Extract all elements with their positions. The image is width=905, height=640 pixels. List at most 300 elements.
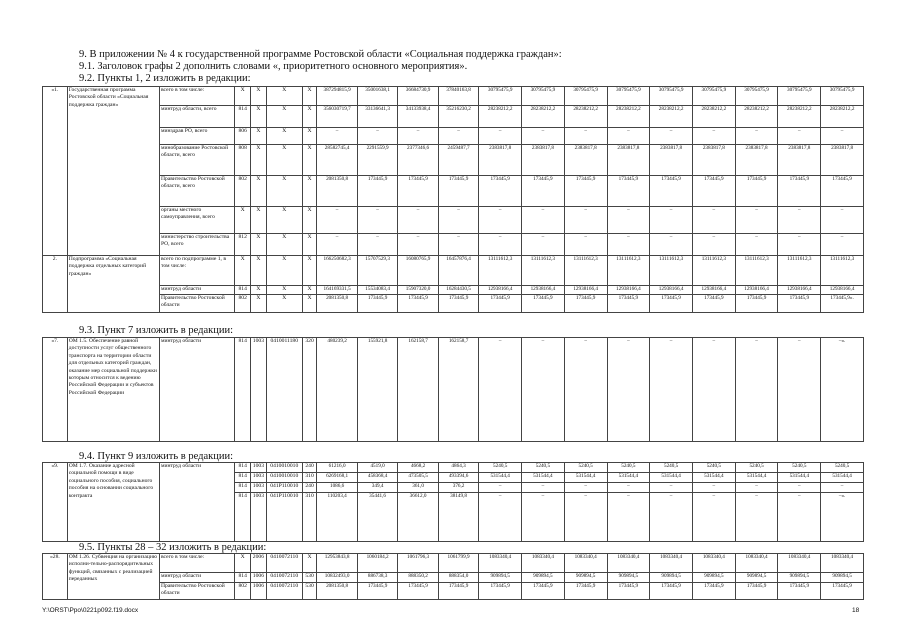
cell-code: 1003 [251, 338, 267, 442]
cell-code: X [251, 286, 267, 295]
cell-value: 173445,9 [357, 176, 397, 207]
cell-value: 2383817,8 [479, 145, 522, 176]
cell-value: 162158,7 [398, 338, 438, 442]
cell-value: – [522, 338, 565, 442]
cell-value: 2081350,8 [317, 176, 357, 207]
cell-value: 28238212,2 [778, 106, 821, 128]
cell-executor: Правительство Ростовской области [159, 295, 234, 313]
cell-code: 802 [235, 583, 251, 600]
cell-value: 30795475,9 [735, 87, 778, 106]
cell-value: 4864,3 [438, 463, 478, 473]
cell-value: 33136641,3 [357, 106, 397, 128]
cell-value: – [778, 234, 821, 256]
cell-value: 28238212,2 [692, 106, 735, 128]
cell-code: X [266, 207, 302, 234]
cell-value: 2377346,6 [398, 145, 438, 176]
cell-value: – [479, 493, 522, 542]
cell-executor: минтруд области, всего [159, 106, 234, 128]
cell-code: X [235, 256, 251, 286]
cell-value: – [522, 128, 565, 145]
cell-value: 12938166,4 [821, 286, 864, 295]
cell-value: – [317, 207, 357, 234]
cell-code: 814 [235, 463, 251, 473]
cell-value: – [692, 207, 735, 234]
cell-value: – [607, 493, 650, 542]
cell-code: 1003 [251, 463, 267, 473]
cell-value: 888354,0 [438, 573, 478, 583]
cell-value: – [735, 128, 778, 145]
cell-code: X [302, 87, 317, 106]
cell-value: 13111612,3 [650, 256, 693, 286]
cell-value: 13111612,3 [607, 256, 650, 286]
cell-value: – [564, 338, 607, 442]
cell-executor: всего в том числе: [159, 87, 234, 106]
cell-value: – [821, 483, 864, 493]
cell-value: 1083340,4 [522, 554, 565, 573]
cell-executor: министерство строительства РО, всего [159, 234, 234, 256]
cell-value: 28238212,2 [735, 106, 778, 128]
cell-value: – [778, 128, 821, 145]
cell-code: X [302, 554, 317, 573]
cell-value: 30795475,9 [564, 87, 607, 106]
cell-value: – [522, 234, 565, 256]
cell-value: 173445,9 [357, 583, 397, 600]
cell-executor: Правительство Ростовской области [159, 583, 234, 600]
cell-executor: всего по подпрограмме 1, в том числе: [159, 256, 234, 286]
cell-value: – [357, 128, 397, 145]
cell-code: X [266, 256, 302, 286]
cell-value: 173445,9 [778, 583, 821, 600]
cell-value: 1083340,4 [778, 554, 821, 573]
cell-value: – [607, 338, 650, 442]
cell-value: 28238212,2 [564, 106, 607, 128]
cell-value: – [522, 207, 565, 234]
cell-value: – [564, 234, 607, 256]
cell-value: 173445,9». [821, 295, 864, 313]
cell-value: 173445,9 [398, 583, 438, 600]
cell-value: – [650, 207, 693, 234]
cell-code: 240 [302, 463, 317, 473]
cell-code: X [251, 256, 267, 286]
cell-value: 110203,4 [317, 493, 357, 542]
cell-value: 2383817,8 [778, 145, 821, 176]
cell-value: 173445,9 [607, 176, 650, 207]
cell-value: 173445,9 [821, 176, 864, 207]
cell-value: 1060184,2 [357, 554, 397, 573]
cell-value: 28582745,4 [317, 145, 357, 176]
cell-value: 2081350,8 [317, 295, 357, 313]
cell-value: 1083340,4 [564, 554, 607, 573]
cell-value: 173445,9 [735, 295, 778, 313]
cell-value: 5240,5 [778, 463, 821, 473]
cell-value: 1083340,4 [650, 554, 693, 573]
cell-code: 814 [235, 286, 251, 295]
cell-value: – [522, 493, 565, 542]
cell-value: 909894,5 [692, 573, 735, 583]
cell-item-number: 2. [43, 256, 68, 313]
cell-value: 531544,4 [650, 473, 693, 483]
cell-value: – [650, 483, 693, 493]
cell-value: – [821, 234, 864, 256]
cell-code: 0410011180 [266, 338, 302, 442]
cell-value: 5240,5 [522, 463, 565, 473]
cell-value: – [357, 234, 397, 256]
cell-code: 1006 [251, 573, 267, 583]
cell-program-name: ОМ 1.7. Оказание адресной социальной помощи в виде социального пособия, социального пособия на основании социального контракта [67, 463, 159, 542]
cell-value: – [357, 207, 397, 234]
table-row [43, 145, 864, 176]
cell-value: 1061796,3 [398, 554, 438, 573]
cell-value: 16457876,4 [438, 256, 478, 286]
cell-code: 0410072110 [266, 554, 302, 573]
cell-item-number: «1. [43, 87, 68, 256]
cell-value: – [778, 493, 821, 542]
cell-value: 173445,9 [438, 176, 478, 207]
cell-value: 1061799,9 [438, 554, 478, 573]
table-items-28-32 [42, 553, 864, 600]
cell-value: 13111612,3 [735, 256, 778, 286]
cell-value: 2383817,8 [607, 145, 650, 176]
table-item-7 [42, 337, 864, 442]
cell-value: 30795475,9 [522, 87, 565, 106]
cell-value: 173445,9 [438, 583, 478, 600]
heading-item-9-4: 9.4. Пункт 9 изложить в редакции: [79, 451, 233, 462]
cell-code: 806 [235, 128, 251, 145]
cell-value: 173445,9 [650, 295, 693, 313]
cell-value: 1083340,4 [692, 554, 735, 573]
cell-value: 356030719,7 [317, 106, 357, 128]
cell-program-name: ОМ 1.5. Обеспечение равной доступности услуг общественного транспорта на территории области для отдельных категорий граждан, оказание мер социальной поддержки которым относится к ведению Российской Федерации и субъектов Российской Федерации [67, 338, 159, 442]
cell-item-number: «28. [43, 554, 68, 600]
cell-value: 531544,4 [522, 473, 565, 483]
cell-value: 5240,5 [821, 463, 864, 473]
cell-value: 2383817,8 [564, 145, 607, 176]
cell-value: 531544,4 [821, 473, 864, 483]
cell-code: 1003 [251, 483, 267, 493]
cell-code: X [251, 207, 267, 234]
cell-value: 493394,6 [438, 473, 478, 483]
cell-value: 1083340,4 [607, 554, 650, 573]
cell-value: 155921,8 [357, 338, 397, 442]
cell-value: 12938166,4 [522, 286, 565, 295]
cell-value: 531544,4 [692, 473, 735, 483]
cell-value: 387294815,9 [317, 87, 357, 106]
cell-code: 310 [302, 493, 317, 542]
cell-value: – [398, 207, 438, 234]
cell-code: X [302, 145, 317, 176]
cell-value: 173445,9 [522, 583, 565, 600]
cell-code: X [266, 295, 302, 313]
cell-value: – [735, 234, 778, 256]
cell-code: 041P110010 [266, 493, 302, 542]
cell-value: – [317, 234, 357, 256]
cell-value: 531544,4 [607, 473, 650, 483]
cell-value: 531544,4 [778, 473, 821, 483]
cell-value: – [650, 128, 693, 145]
cell-value: 35441,6 [357, 493, 397, 542]
page-number: 18 [852, 607, 860, 614]
cell-value: 173445,9 [607, 295, 650, 313]
cell-value: – [692, 338, 735, 442]
cell-value: 12938166,4 [650, 286, 693, 295]
table-row [43, 554, 864, 573]
cell-code: 1006 [251, 583, 267, 600]
cell-value: 173445,9 [692, 176, 735, 207]
cell-value: 173445,9 [479, 176, 522, 207]
heading-item-9: 9. В приложении № 4 к государственной программе Ростовской области «Социальная поддержка граждан»: [79, 49, 562, 60]
cell-value: – [650, 234, 693, 256]
cell-value: 13111612,3 [522, 256, 565, 286]
cell-value: 30795475,9 [821, 87, 864, 106]
cell-value: 162158,7 [438, 338, 478, 442]
cell-value: – [317, 128, 357, 145]
table-row [43, 128, 864, 145]
cell-code: X [235, 87, 251, 106]
cell-value: 909894,5 [650, 573, 693, 583]
cell-code: 802 [235, 295, 251, 313]
cell-value: 376,2 [438, 483, 478, 493]
cell-code: X [251, 145, 267, 176]
cell-value: 173445,9 [564, 176, 607, 207]
cell-value: 6269168,1 [317, 473, 357, 483]
cell-value: 36684730,9 [398, 87, 438, 106]
cell-value: 35216230,2 [438, 106, 478, 128]
cell-executor: минтруд области [159, 286, 234, 295]
cell-value: 35001638,1 [357, 87, 397, 106]
cell-code: X [302, 256, 317, 286]
table-row [43, 286, 864, 295]
cell-code: X [266, 145, 302, 176]
cell-value: – [735, 483, 778, 493]
table-row [43, 106, 864, 128]
cell-value: 4668,2 [398, 463, 438, 473]
cell-value: – [735, 338, 778, 442]
cell-value: 5240,5 [692, 463, 735, 473]
cell-value: 10832493,0 [317, 573, 357, 583]
heading-item-9-2: 9.2. Пункты 1, 2 изложить в редакции: [79, 73, 251, 84]
cell-value: – [650, 493, 693, 542]
cell-value: – [692, 493, 735, 542]
cell-value: – [607, 207, 650, 234]
cell-executor: всего в том числе: [159, 554, 234, 573]
cell-value: 13111612,3 [692, 256, 735, 286]
cell-value: 909894,5 [735, 573, 778, 583]
cell-value: 173445,9 [438, 295, 478, 313]
heading-item-9-3: 9.3. Пункт 7 изложить в редакции: [79, 325, 233, 336]
cell-value: – [607, 128, 650, 145]
cell-value: 173445,9 [479, 295, 522, 313]
cell-executor: минтруд области [159, 573, 234, 583]
cell-code: X [266, 286, 302, 295]
cell-value: 173445,9 [357, 295, 397, 313]
cell-value: – [479, 207, 522, 234]
cell-value: – [735, 207, 778, 234]
cell-value: 173445,9 [650, 176, 693, 207]
cell-value: 909894,5 [522, 573, 565, 583]
cell-value: 12938166,4 [607, 286, 650, 295]
cell-value: 30795475,9 [479, 87, 522, 106]
cell-value: 5240,5 [650, 463, 693, 473]
cell-value: – [778, 338, 821, 442]
cell-value: 480239,2 [317, 338, 357, 442]
cell-program-name: ОМ 1.26. Субвенция на организацию исполни-тельно-распорядительных функций, связанных с реализацией переданных [67, 554, 159, 600]
cell-value: 173445,9 [607, 583, 650, 600]
cell-value: 61216,0 [317, 463, 357, 473]
cell-value: 28238212,2 [522, 106, 565, 128]
cell-value: 173445,9 [735, 583, 778, 600]
cell-executor: минобразование Ростовской области, всего [159, 145, 234, 176]
cell-code: X [266, 234, 302, 256]
cell-code: 814 [235, 493, 251, 542]
cell-value: 173445,9 [735, 176, 778, 207]
cell-code: X [302, 176, 317, 207]
cell-code: X [251, 87, 267, 106]
cell-value: – [564, 207, 607, 234]
cell-code: X [251, 128, 267, 145]
cell-value: 173445,9 [778, 176, 821, 207]
cell-value: – [522, 483, 565, 493]
cell-value: 173445,9 [692, 583, 735, 600]
cell-code: 812 [235, 234, 251, 256]
cell-code: X [266, 87, 302, 106]
cell-value: – [398, 234, 438, 256]
cell-code: X [251, 234, 267, 256]
cell-value: 173445,9 [564, 583, 607, 600]
cell-program-name: Государственная программа Ростовской области «Социальная поддержка граждан» [67, 87, 159, 256]
cell-value: 5240,5 [735, 463, 778, 473]
cell-value: 37840163,8 [438, 87, 478, 106]
cell-code: 814 [235, 573, 251, 583]
cell-value: 164169331,5 [317, 286, 357, 295]
cell-value: – [438, 234, 478, 256]
cell-value: 5240,5 [479, 463, 522, 473]
table-row [43, 338, 864, 442]
cell-value: 12938166,4 [735, 286, 778, 295]
cell-value: 28238212,2 [479, 106, 522, 128]
cell-value: – [607, 483, 650, 493]
cell-value: – [438, 128, 478, 145]
cell-value: 28238212,2 [650, 106, 693, 128]
cell-value: –». [821, 338, 864, 442]
cell-value: – [821, 207, 864, 234]
cell-value: – [778, 483, 821, 493]
cell-item-number: «9. [43, 463, 68, 542]
table-row [43, 176, 864, 207]
cell-executor: органы местного самоуправления, всего [159, 207, 234, 234]
cell-code: X [266, 128, 302, 145]
cell-code: X [302, 106, 317, 128]
cell-value: 2081350,8 [317, 583, 357, 600]
cell-value: 12938166,4 [778, 286, 821, 295]
cell-value: 30795475,9 [692, 87, 735, 106]
table-row [43, 295, 864, 313]
table-row [43, 234, 864, 256]
cell-code: 814 [235, 338, 251, 442]
cell-value: 1083340,4 [735, 554, 778, 573]
cell-executor: Правительство Ростовской области, всего [159, 176, 234, 207]
cell-value: 909894,5 [778, 573, 821, 583]
cell-value: – [821, 128, 864, 145]
cell-value: 531544,4 [735, 473, 778, 483]
cell-value: – [398, 128, 438, 145]
cell-value: 909894,5 [821, 573, 864, 583]
cell-value: 909894,5 [479, 573, 522, 583]
cell-value: 888350,2 [398, 573, 438, 583]
cell-value: 2291559,9 [357, 145, 397, 176]
cell-code: X [266, 176, 302, 207]
cell-value: 13111612,3 [778, 256, 821, 286]
cell-value: 34133938,4 [398, 106, 438, 128]
cell-value: 5240,5 [564, 463, 607, 473]
cell-value: – [564, 128, 607, 145]
cell-value: – [607, 234, 650, 256]
cell-code: X [251, 295, 267, 313]
table-row [43, 463, 864, 473]
cell-value: 909894,5 [607, 573, 650, 583]
cell-value: 2383817,8 [735, 145, 778, 176]
cell-code: 320 [302, 338, 317, 442]
cell-value: 12938166,4 [479, 286, 522, 295]
cell-code: 1003 [251, 493, 267, 542]
cell-value: 173445,9 [650, 583, 693, 600]
cell-value: 173445,9 [564, 295, 607, 313]
cell-value: –». [821, 493, 864, 542]
cell-value: 2383817,8 [522, 145, 565, 176]
cell-value: 458368,4 [357, 473, 397, 483]
cell-value: 886738,3 [357, 573, 397, 583]
cell-value: 173445,9 [778, 295, 821, 313]
cell-code: 814 [235, 106, 251, 128]
cell-item-number: «7. [43, 338, 68, 442]
cell-value: 16284430,5 [438, 286, 478, 295]
cell-code: X [302, 128, 317, 145]
cell-value: – [564, 493, 607, 542]
cell-code: X [302, 295, 317, 313]
cell-executor: минтруд области [159, 463, 234, 542]
cell-value: – [692, 128, 735, 145]
cell-value: – [438, 207, 478, 234]
cell-code: 802 [235, 176, 251, 207]
cell-code: 814 [235, 483, 251, 493]
cell-value: – [479, 234, 522, 256]
cell-value: 30795475,9 [778, 87, 821, 106]
cell-code: 310 [302, 473, 317, 483]
cell-value: 173445,9 [479, 583, 522, 600]
cell-value: 1083340,4 [821, 554, 864, 573]
cell-code: X [302, 207, 317, 234]
cell-value: 15907320,0 [398, 286, 438, 295]
cell-code: X [302, 234, 317, 256]
cell-value: 13111612,3 [821, 256, 864, 286]
cell-value: 15534083,4 [357, 286, 397, 295]
cell-value: 2383817,8 [821, 145, 864, 176]
cell-value: – [692, 234, 735, 256]
cell-value: – [692, 483, 735, 493]
cell-value: – [735, 493, 778, 542]
cell-value: – [479, 128, 522, 145]
cell-value: 30795475,9 [607, 87, 650, 106]
footer-file-path: Y:\ORST\Ppo\0221p092.f19.docx [42, 607, 139, 614]
cell-value: 16080765,9 [398, 256, 438, 286]
cell-value: 173445,9 [522, 295, 565, 313]
cell-executor: минтруд области [159, 338, 234, 442]
cell-value: 531544,4 [479, 473, 522, 483]
cell-executor: минздрав РО, всего [159, 128, 234, 145]
cell-code: X [302, 286, 317, 295]
heading-item-9-1: 9.1. Заголовок графы 2 дополнить словами «, приоритетного основного мероприятия». [79, 61, 468, 72]
cell-value: 173445,9 [398, 295, 438, 313]
table-item-9 [42, 462, 864, 542]
